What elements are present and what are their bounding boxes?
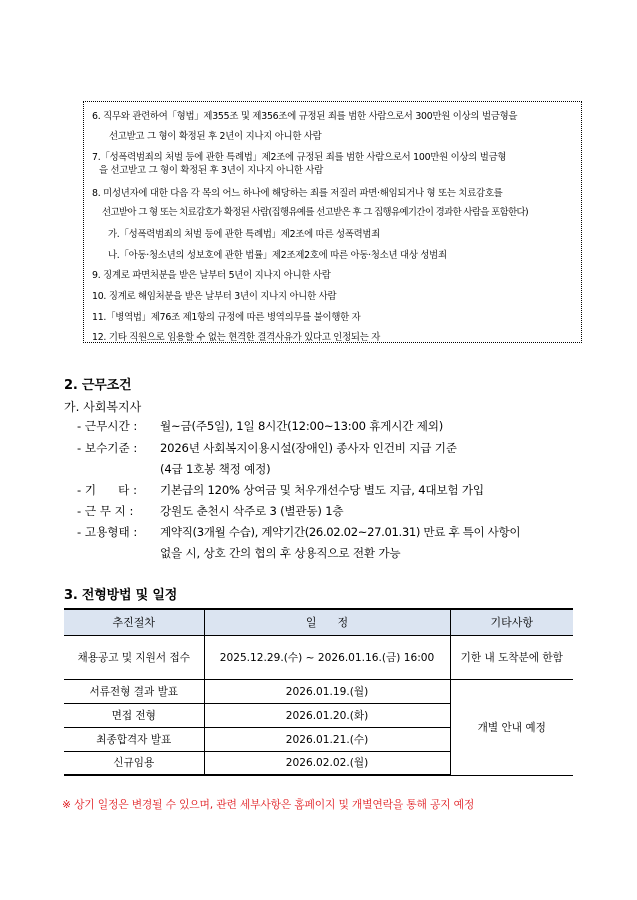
section-2-subtitle: 가. 사회복지사 bbox=[64, 400, 142, 414]
row-date: 2026.01.20.(화) bbox=[204, 703, 450, 727]
cond-label-location: - 근 무 지 : bbox=[77, 504, 134, 518]
row-date: 2025.12.29.(수) ~ 2026.01.16.(금) 16:00 bbox=[204, 635, 450, 679]
row-note: 기한 내 도착분에 한함 bbox=[450, 635, 573, 679]
cond-value-employment-cont: 없을 시, 상호 간의 협의 후 상용직으로 전환 가능 bbox=[160, 546, 401, 560]
cond-value-pay: 2026년 사회복지이용시설(장애인) 종사자 인건비 지급 기준 bbox=[160, 441, 457, 455]
cond-value-employment: 계약직(3개월 수습), 계약기간(26.02.02~27.01.31) 만료 후 특이 사항이 bbox=[160, 525, 521, 539]
row-step: 채용공고 및 지원서 접수 bbox=[64, 635, 204, 679]
disq-line-8-a: 가.「성폭력범죄의 처벌 등에 관한 특례법」제2조에 따른 성폭력범죄 bbox=[108, 229, 381, 240]
row-step: 최종합격자 발표 bbox=[64, 727, 204, 751]
disq-line-8-b: 나.「아동·청소년의 성보호에 관한 법률」제2조제2호에 따른 아동·청소년 대상 성범죄 bbox=[108, 250, 447, 261]
cond-value-etc: 기본급의 120% 상여금 및 처우개선수당 별도 지급, 4대보험 가입 bbox=[160, 483, 484, 497]
row-step: 면접 전형 bbox=[64, 703, 204, 727]
disq-line-7: 7.「성폭력범죄의 처벌 등에 관한 특례법」제2조에 규정된 죄를 범한 사람으로서 100만원 이상의 벌금형 bbox=[92, 152, 507, 163]
header-note: 기타사항 bbox=[450, 609, 573, 635]
header-step: 추진절차 bbox=[64, 609, 204, 635]
disq-line-9: 9. 징계로 파면처분을 받은 날부터 5년이 지나지 아니한 사람 bbox=[92, 270, 331, 281]
cond-value-location: 강원도 춘천시 삭주로 3 (별관동) 1층 bbox=[160, 504, 344, 518]
section-2-title: 2. 근무조건 bbox=[64, 378, 132, 393]
cond-label-pay: - 보수기준 : bbox=[77, 441, 138, 455]
table-row bbox=[64, 679, 573, 703]
disq-line-10: 10. 징계로 해임처분을 받은 날부터 3년이 지나지 아니한 사람 bbox=[92, 291, 337, 302]
row-date: 2026.01.21.(수) bbox=[204, 727, 450, 751]
row-step: 서류전형 결과 발표 bbox=[64, 679, 204, 703]
table-header-row bbox=[64, 609, 573, 635]
table-row bbox=[64, 635, 573, 679]
section-3-title: 3. 전형방법 및 일정 bbox=[64, 588, 178, 603]
schedule-table bbox=[64, 608, 573, 776]
disq-line-8-cont: 선고받아 그 형 또는 치료감호가 확정된 사람(집행유예를 선고받은 후 그 집행유예기간이 경과한 사람을 포함한다) bbox=[102, 207, 529, 218]
disq-line-6-cont: 선고받고 그 형이 확정된 후 2년이 지나지 아니한 사람 bbox=[109, 131, 322, 142]
cond-value-hours: 월~금(주5일), 1일 8시간(12:00~13:00 휴게시간 제외) bbox=[160, 419, 444, 433]
cond-label-etc: - 기 타 : bbox=[77, 483, 137, 497]
cond-label-employment: - 고용형태 : bbox=[77, 525, 138, 539]
row-note-merged: 개별 안내 예정 bbox=[450, 679, 573, 775]
row-step: 신규임용 bbox=[64, 751, 204, 775]
disq-line-6: 6. 직무와 관련하여「형법」제355조 및 제356조에 규정된 죄를 범한 사람으로서 300만원 이상의 벌금형을 bbox=[92, 111, 518, 122]
disq-line-8: 8. 미성년자에 대한 다음 각 목의 어느 하나에 해당하는 죄를 저질러 파면·해임되거나 형 또는 치료감호를 bbox=[92, 188, 503, 199]
cond-value-pay-cont: (4급 1호봉 책정 예정) bbox=[160, 462, 271, 476]
disq-line-7-cont: 을 선고받고 그 형이 확정된 후 3년이 지나지 아니한 사람 bbox=[99, 165, 324, 176]
row-date: 2026.02.02.(월) bbox=[204, 751, 450, 775]
schedule-notice: ※ 상기 일정은 변경될 수 있으며, 관련 세부사항은 홈페이지 및 개별연락을 통해 공지 예정 bbox=[62, 798, 475, 811]
row-date: 2026.01.19.(월) bbox=[204, 679, 450, 703]
cond-label-hours: - 근무시간 : bbox=[77, 419, 138, 433]
disq-line-11: 11.「병역법」제76조 제1항의 규정에 따른 병역의무를 불이행한 자 bbox=[92, 312, 361, 323]
header-date: 일 정 bbox=[204, 609, 450, 635]
disq-line-12: 12. 기타 직원으로 임용할 수 없는 현격한 결격사유가 있다고 인정되는 자 bbox=[92, 332, 381, 343]
